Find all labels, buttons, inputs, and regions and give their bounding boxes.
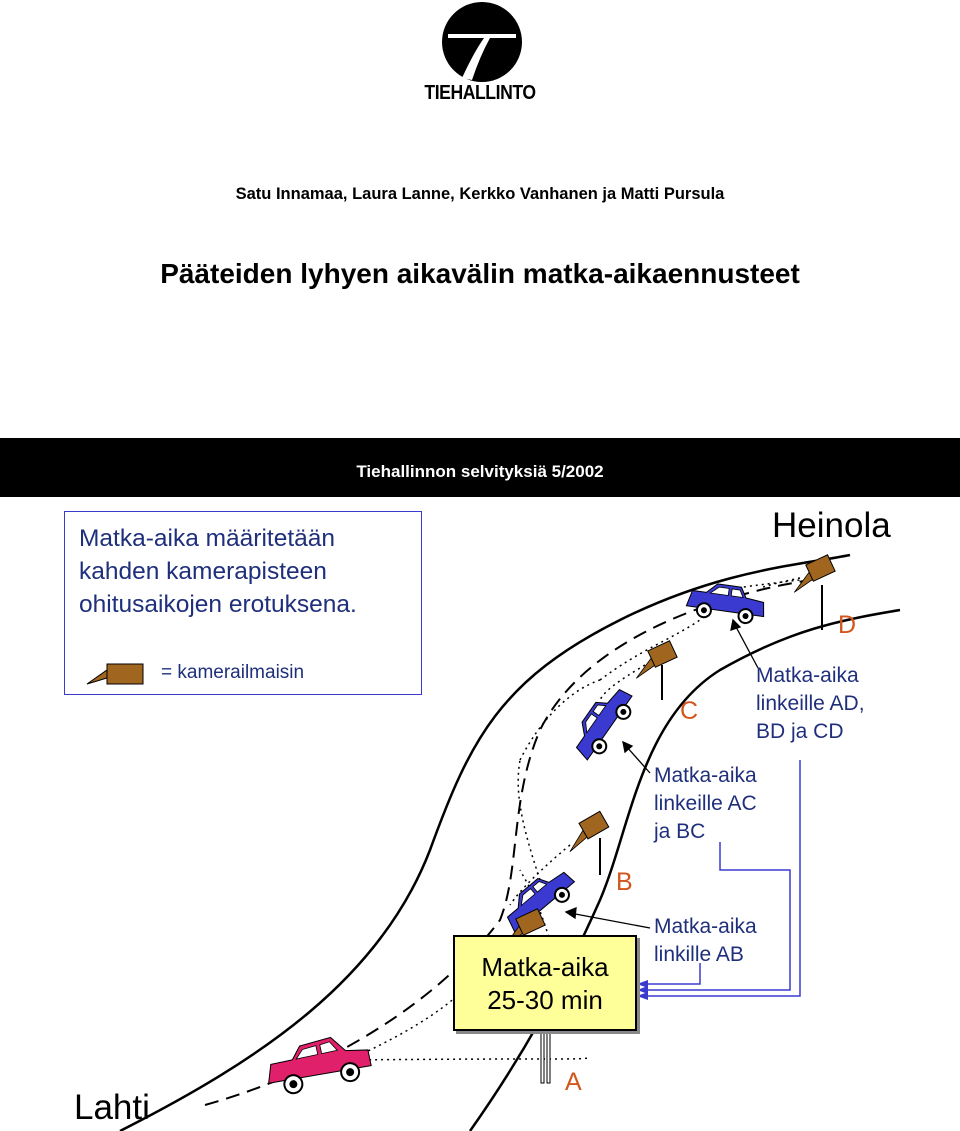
info-description: Matka-aika määritetään kahden kamerapisteen ohitusaikojen erotuksena. [79,525,357,618]
note-link-ab [654,913,757,969]
sign-line-1: Matka-aika [481,952,609,982]
camera-icon [628,641,678,679]
note-ac-line-1: Matka-aika [654,764,757,787]
note-ab-line-2: linkille AB [654,943,744,966]
travel-time-sign [453,935,637,1031]
series-label: Tiehallinnon selvityksiä 5/2002 [356,462,604,481]
authors: Satu Innamaa, Laura Lanne, Kerkko Vanhanen ja Matti Pursula [235,185,725,203]
city-label-end: Heinola [772,506,891,545]
point-label-c: C [680,697,699,725]
note-ac-line-3: ja BC [654,820,706,843]
city-label-start: Lahti [74,1088,150,1127]
note-link-ac [654,762,757,846]
note-link-ad [756,662,865,746]
sign-line-2: 25-30 min [487,985,603,1015]
road-diagram [0,497,960,1131]
camera-icon [560,811,610,851]
blue-car-icon [566,681,639,765]
note-ac-line-2: linkeille AC [654,792,757,815]
page-title: Pääteiden lyhyen aikavälin matka-aikaennusteet [160,258,800,289]
note-ad-line-3: BD ja CD [756,720,844,743]
logo-text: TIEHALLINTO [424,82,536,104]
camera-icon [786,555,836,593]
point-label-d: D [838,611,857,639]
point-label-b: B [616,868,633,896]
legend-label: = kamerailmaisin [161,662,305,683]
point-label-a: A [565,1068,582,1096]
note-ad-line-2: linkeille AD, [756,692,865,715]
note-ab-line-1: Matka-aika [654,915,757,938]
note-ad-line-1: Matka-aika [756,664,859,687]
